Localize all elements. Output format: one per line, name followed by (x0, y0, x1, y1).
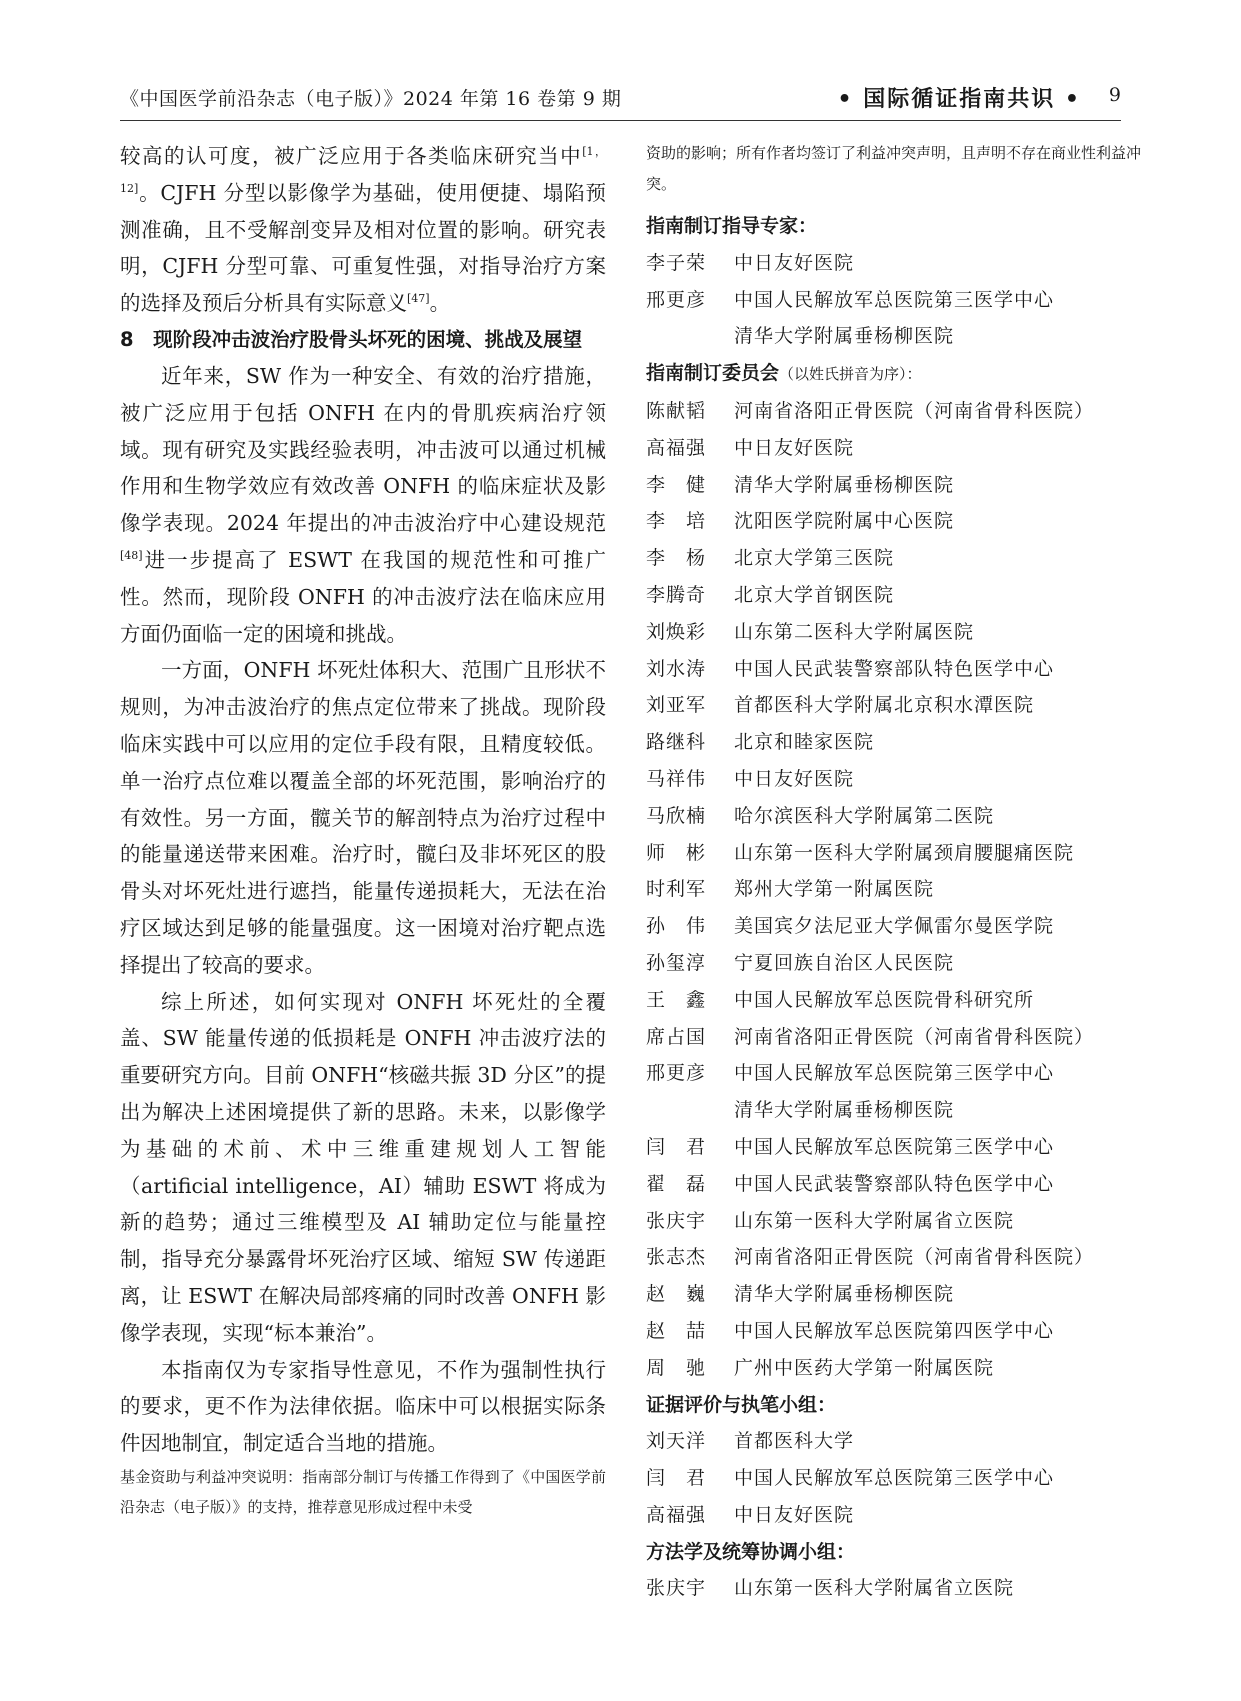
member-affiliation (734, 393, 1141, 430)
paragraph (120, 358, 606, 652)
group-title (646, 1387, 1141, 1424)
text-span: 较高的认可度，被广泛应用于各类临床研究当中 (120, 144, 583, 168)
paragraph: 本指南仅为专家指导性意见，不作为强制性执行的要求，更不作为法律依据。临床中可以根据实际条件因地制宜，制定适合当地的措施。 (120, 1357, 606, 1456)
member-row (646, 945, 1141, 982)
member-name: 刘焕彩 (646, 620, 707, 643)
group-title-text: 指南制订委员会 (646, 362, 780, 385)
affiliation-line: 中日友好医院 (734, 767, 855, 790)
affiliation-line: 沈阳医学院附属中心医院 (734, 510, 955, 533)
affiliation-line: 清华大学附属垂杨柳医院 (734, 1099, 955, 1122)
affiliation-line: 北京和睦家医院 (734, 731, 875, 754)
affiliation-line: 河南省洛阳正骨医院（河南省骨科医院） (734, 1025, 1095, 1048)
group-title (646, 1534, 1141, 1571)
affiliation-line: 首都医科大学附属北京积水潭医院 (734, 694, 1035, 717)
member-row (646, 1129, 1141, 1166)
member-name: 王 鑫 (646, 988, 707, 1011)
member-row (646, 503, 1141, 540)
group-title-text: 证据评价与执笔小组： (646, 1393, 837, 1416)
member-row (646, 430, 1141, 467)
member-affiliation (734, 1019, 1141, 1056)
member-affiliation (734, 1276, 1141, 1313)
text-span: 。 (429, 291, 451, 316)
member-name: 赵 喆 (646, 1319, 707, 1342)
member-name: 孙 伟 (646, 915, 707, 938)
member-row (646, 1019, 1141, 1056)
funding-statement-continued: 资助的影响；所有作者均签订了利益冲突声明，且声明不存在商业性利益冲突。 (646, 144, 1142, 193)
affiliation-line: 河南省洛阳正骨医院（河南省骨科医院） (734, 399, 1095, 422)
section-heading: 8 现阶段冲击波治疗股骨头坏死的困境、挑战及展望 (120, 327, 583, 351)
page-number: 9 (1108, 84, 1121, 106)
member-affiliation (734, 1497, 1141, 1534)
affiliation-line: 清华大学附属垂杨柳医院 (734, 1283, 955, 1306)
member-name: 李 培 (646, 510, 707, 533)
member-affiliation (734, 982, 1141, 1019)
member-name: 刘亚军 (646, 694, 707, 717)
affiliation-line: 山东第一医科大学附属颈肩腰腿痛医院 (734, 841, 1075, 864)
member-row (646, 282, 1141, 356)
member-affiliation (734, 1313, 1141, 1350)
member-row (646, 835, 1141, 872)
text-span: 进一步提高了 ESWT 在我国的规范性和可推广性。然而，现阶段 ONFH 的冲击波疗法在临床应用方面仍面临一定的困境和挑战。 (120, 547, 606, 646)
member-row (646, 687, 1141, 724)
member-affiliation (734, 503, 1141, 540)
member-row (646, 1313, 1141, 1350)
member-name: 赵 巍 (646, 1283, 707, 1306)
section-label: • 国际循证指南共识 • (837, 87, 1081, 112)
affiliation-line: 中国人民解放军总医院第三医学中心 (734, 1062, 1055, 1085)
member-affiliation (734, 245, 1141, 282)
author-groups (646, 208, 1141, 1607)
affiliation-line: 山东第一医科大学附属省立医院 (734, 1577, 1015, 1600)
member-name: 时利军 (646, 878, 707, 901)
member-affiliation (734, 1570, 1141, 1607)
member-name: 高福强 (646, 436, 707, 459)
member-row (646, 1203, 1141, 1240)
affiliation-line: 中日友好医院 (734, 436, 855, 459)
member-row (646, 614, 1141, 651)
affiliation-line: 北京大学首钢医院 (734, 583, 895, 606)
member-row (646, 1497, 1141, 1534)
member-name: 周 驰 (646, 1356, 707, 1379)
member-name: 邢更彦 (646, 1062, 707, 1085)
paragraph-continued (120, 138, 606, 322)
affiliation-line: 山东第一医科大学附属省立医院 (734, 1209, 1015, 1232)
member-affiliation (734, 1460, 1141, 1497)
member-row (646, 871, 1141, 908)
group-title (646, 208, 1141, 245)
member-name: 高福强 (646, 1503, 707, 1526)
member-name: 李腾奇 (646, 583, 707, 606)
affiliation-line: 中国人民解放军总医院第三医学中心 (734, 1467, 1055, 1490)
member-affiliation (734, 1423, 1141, 1460)
member-name: 闫 君 (646, 1135, 707, 1158)
citation: [47] (407, 292, 430, 306)
member-name: 刘天洋 (646, 1430, 707, 1453)
member-name: 翟 磊 (646, 1172, 707, 1195)
member-name: 李子荣 (646, 251, 707, 274)
member-name: 李 杨 (646, 547, 707, 570)
group-subtitle: （以姓氏拼音为序）： (779, 365, 922, 384)
member-affiliation (734, 761, 1141, 798)
member-row (646, 1423, 1141, 1460)
member-name: 李 健 (646, 473, 707, 496)
member-name: 师 彬 (646, 841, 707, 864)
member-name: 张庆宇 (646, 1577, 707, 1600)
member-name: 孙玺淳 (646, 951, 707, 974)
member-row (646, 982, 1141, 1019)
affiliation-line: 北京大学第三医院 (734, 547, 895, 570)
member-affiliation (734, 467, 1141, 504)
member-affiliation (734, 1129, 1141, 1166)
affiliation-line: 中国人民解放军总医院第三医学中心 (734, 1135, 1055, 1158)
journal-title: 《中国医学前沿杂志（电子版）》2024 年第 16 卷第 9 期 (120, 88, 622, 110)
member-affiliation (734, 1055, 1141, 1129)
affiliation-line: 中日友好医院 (734, 251, 855, 274)
member-row (646, 798, 1141, 835)
member-affiliation (734, 871, 1141, 908)
member-affiliation (734, 1350, 1141, 1387)
affiliation-line: 山东第二医科大学附属医院 (734, 620, 975, 643)
member-name: 邢更彦 (646, 288, 707, 311)
affiliation-line: 清华大学附属垂杨柳医院 (734, 473, 955, 496)
text-span: 。CJFH 分型以影像学为基础，使用便捷、塌陷预测准确，且不受解剖变异及相对位置的影响。研究表明，CJFH 分型可靠、可重复性强，对指导治疗方案的选择及预后分析具有实际意义 (120, 180, 606, 316)
citation: [1，12] (120, 145, 607, 195)
member-affiliation (734, 577, 1141, 614)
affiliation-line: 中国人民武装警察部队特色医学中心 (734, 657, 1055, 680)
affiliation-line: 宁夏回族自治区人民医院 (734, 951, 955, 974)
member-row (646, 1166, 1141, 1203)
member-affiliation (734, 687, 1141, 724)
group-title-text: 指南制订指导专家： (646, 215, 818, 237)
member-row (646, 1570, 1141, 1607)
member-affiliation (734, 835, 1141, 872)
left-column (120, 138, 606, 1522)
member-name: 马祥伟 (646, 767, 707, 790)
paragraph: 一方面，ONFH 坏死灶体积大、范围广且形状不规则，为冲击波治疗的焦点定位带来了挑战。现阶段临床实践中可以应用的定位手段有限，且精度较低。单一治疗点位难以覆盖全部的坏死范围，影响治疗的有效性。另一方面，髋关节的解剖特点为治疗过程中的能量递送带来困难。治疗时，髋臼及非坏死区的股骨头对坏死灶进行遮挡，能量传递损耗大，无法在治疗区域达到足够的能量强度。这一困境对治疗靶点选择提出了较高的要求。 (120, 658, 606, 977)
member-affiliation (734, 651, 1141, 688)
member-row (646, 245, 1141, 282)
group-title-text: 方法学及统筹协调小组： (646, 1540, 856, 1563)
affiliation-line: 中国人民武装警察部队特色医学中心 (734, 1172, 1055, 1195)
member-row (646, 1276, 1141, 1313)
member-affiliation (734, 1166, 1141, 1203)
member-row (646, 1350, 1141, 1387)
member-row (646, 651, 1141, 688)
member-row (646, 393, 1141, 430)
group-title (646, 355, 1141, 393)
member-row (646, 1460, 1141, 1497)
member-name: 张志杰 (646, 1246, 707, 1269)
affiliation-line: 中国人民解放军总医院第三医学中心 (734, 288, 1055, 311)
member-row (646, 1239, 1141, 1276)
member-affiliation (734, 614, 1141, 651)
member-row (646, 724, 1141, 761)
member-name: 张庆宇 (646, 1209, 707, 1232)
member-row (646, 540, 1141, 577)
affiliation-line: 广州中医药大学第一附属医院 (734, 1356, 995, 1379)
funding-statement: 基金资助与利益冲突说明：指南部分制订与传播工作得到了《中国医学前沿杂志（电子版）》的支持，推荐意见形成过程中未受 (120, 1467, 606, 1516)
member-name: 陈献韬 (646, 399, 707, 422)
right-column (646, 138, 1141, 1607)
member-affiliation (734, 1203, 1141, 1240)
affiliation-line: 清华大学附属垂杨柳医院 (734, 325, 955, 348)
member-affiliation (734, 282, 1141, 356)
affiliation-line: 中国人民解放军总医院骨科研究所 (734, 988, 1035, 1011)
affiliation-line: 美国宾夕法尼亚大学佩雷尔曼医学院 (734, 915, 1055, 938)
affiliation-line: 郑州大学第一附属医院 (734, 878, 935, 901)
member-affiliation (734, 724, 1141, 761)
affiliation-line: 河南省洛阳正骨医院（河南省骨科医院） (734, 1246, 1095, 1269)
page-header (120, 84, 1121, 121)
member-affiliation (734, 540, 1141, 577)
member-name: 席占国 (646, 1025, 707, 1048)
member-row (646, 577, 1141, 614)
affiliation-line: 中日友好医院 (734, 1503, 855, 1526)
member-name: 刘水涛 (646, 657, 707, 680)
member-affiliation (734, 908, 1141, 945)
member-row (646, 1055, 1141, 1129)
member-row (646, 467, 1141, 504)
member-affiliation (734, 945, 1141, 982)
citation: [48] (120, 549, 143, 563)
text-span: 近年来，SW 作为一种安全、有效的治疗措施，被广泛应用于包括 ONFH 在内的骨肌疾病治疗领域。现有研究及实践经验表明，冲击波可以通过机械作用和生物学效应有效改善 ONFH 的临床症状及影像学表现。2024 年提出的冲击波治疗中心建设规范 (120, 363, 606, 536)
member-affiliation (734, 1239, 1141, 1276)
affiliation-line: 中国人民解放军总医院第四医学中心 (734, 1319, 1055, 1342)
affiliation-line: 哈尔滨医科大学附属第二医院 (734, 804, 995, 827)
paragraph: 综上所述，如何实现对 ONFH 坏死灶的全覆盖、SW 能量传递的低损耗是 ONFH 冲击波疗法的重要研究方向。目前 ONFH“核磁共振 3D 分区”的提出为解决上述困境提供了新的思路。未来，以影像学为基础的术前、术中三维重建规划人工智能（artificial intelligence，AI）辅助 ESWT 将成为新的趋势；通过三维模型及 AI 辅助定位与能量控制，指导充分暴露骨坏死治疗区域、缩短 SW 传递距离，让 ESWT 在解决局部疼痛的同时改善 ONFH 影像学表现，实现“标本兼治”。 (120, 989, 606, 1345)
member-name: 马欣楠 (646, 804, 707, 827)
member-row (646, 908, 1141, 945)
affiliation-line: 首都医科大学 (734, 1430, 855, 1453)
member-affiliation (734, 798, 1141, 835)
member-affiliation (734, 430, 1141, 467)
member-row (646, 761, 1141, 798)
member-name: 路继科 (646, 731, 707, 754)
member-name: 闫 君 (646, 1467, 707, 1490)
